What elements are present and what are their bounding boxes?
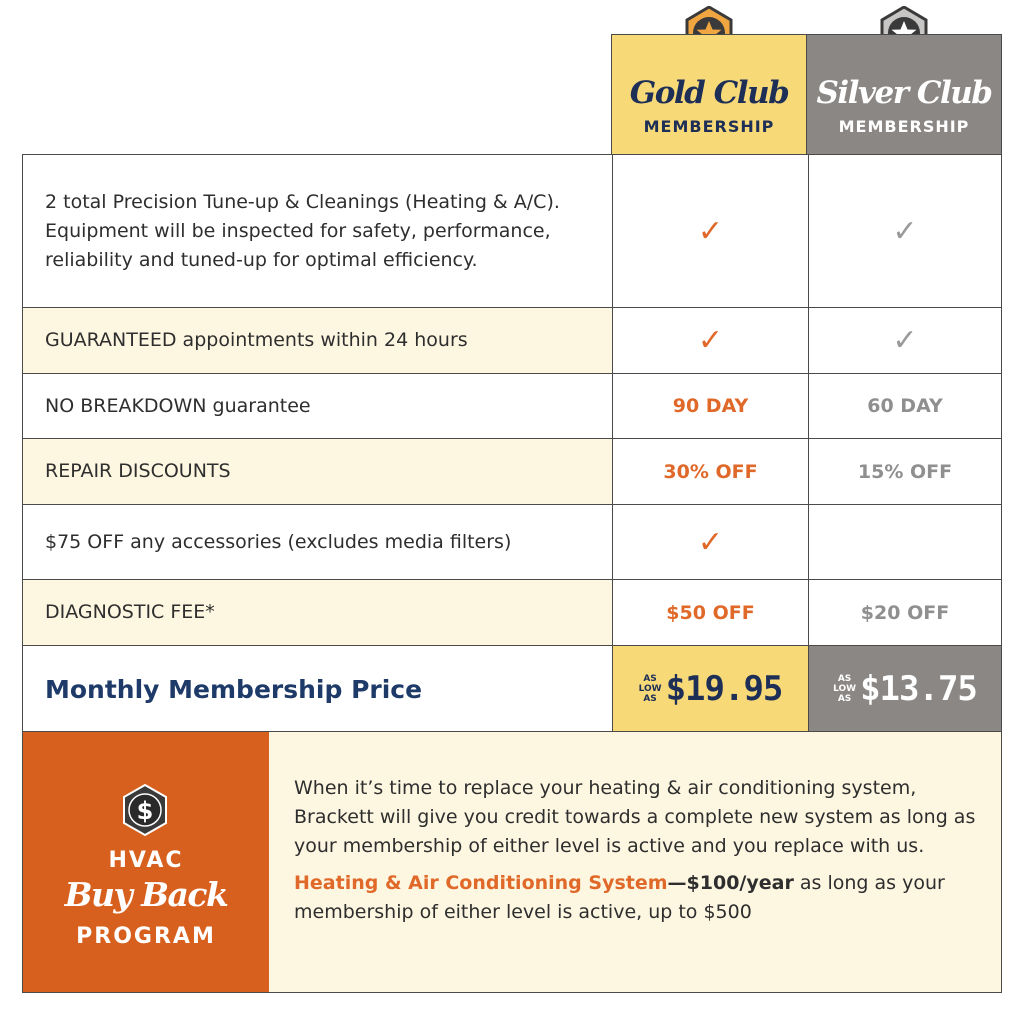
table-row-monthly-price (23, 646, 1001, 732)
table-row-breakdown (23, 374, 1001, 439)
table-row-accessories (23, 505, 1001, 580)
buy-back-credit-line (294, 869, 981, 927)
gold-check-icon: ✓ (697, 323, 724, 358)
silver-check-icon: ✓ (892, 323, 918, 358)
gold-club-title: Gold Club (629, 75, 789, 111)
feature-text: REPAIR DISCOUNTS (23, 439, 612, 504)
gold-price-cell (612, 646, 808, 732)
gold-cell (612, 155, 808, 307)
as-low-as-label (639, 674, 662, 704)
silver-club-subtitle: MEMBERSHIP (838, 117, 970, 136)
table-row-repair-discounts (23, 439, 1001, 505)
feature-text: NO BREAKDOWN guarantee (45, 394, 311, 417)
gold-check-icon: ✓ (697, 213, 724, 249)
dollar-badge-icon (119, 784, 171, 836)
buy-back-badge (23, 732, 270, 992)
feature-text: $75 OFF any accessories (excludes media filters) (45, 530, 512, 553)
table-row-appointments (23, 308, 1001, 374)
feature-text: GUARANTEED appointments within 24 hours (23, 308, 612, 373)
feature-text: 2 total Precision Tune-up & Cleanings (Heating & A/C). Equipment will be inspected for safety, performance, reliability and tuned-up for optimal efficiency. (45, 190, 560, 271)
buy-back-title: Buy Back (64, 875, 228, 914)
silver-club-title: Silver Club (816, 75, 992, 111)
silver-check-icon: ✓ (892, 213, 918, 249)
silver-price: $13.75 (860, 669, 977, 709)
table-row-diagnostic (23, 580, 1001, 646)
buy-back-program: PROGRAM (76, 924, 216, 949)
as-low-as-word: AS (643, 674, 657, 684)
credit-rest: as long as your membership of either level is active, up to $500 (294, 872, 945, 923)
as-low-as-word: AS (837, 694, 852, 704)
as-low-as-word: AS (837, 674, 852, 684)
buy-back-description (269, 732, 1001, 992)
silver-value: 15% OFF (808, 439, 1001, 504)
gold-check-icon: ✓ (697, 524, 724, 560)
buy-back-hvac: HVAC (108, 848, 184, 873)
silver-cell-empty (808, 505, 1001, 579)
as-low-as-word: LOW (833, 684, 857, 694)
as-low-as-label (833, 674, 856, 704)
buy-back-paragraph: When it’s time to replace your heating & air conditioning system, Brackett will give you credit towards a complete new system as long as your membership of either level is active and you replace with us. (294, 777, 976, 857)
system-label: Heating & Air Conditioning System (294, 872, 668, 894)
as-low-as-word: AS (643, 694, 657, 704)
silver-cell (808, 308, 1001, 373)
membership-comparison-table (22, 154, 1002, 732)
silver-price-cell (808, 646, 1001, 732)
gold-club-subtitle: MEMBERSHIP (643, 117, 775, 136)
silver-value: $20 OFF (808, 580, 1001, 645)
as-low-as-word: LOW (638, 684, 662, 694)
dollar-glyph: $ (136, 797, 154, 825)
hvac-buy-back-program (22, 731, 1002, 993)
gold-cell (612, 308, 808, 373)
credit-amount: $100/year (686, 872, 794, 894)
gold-value: $50 OFF (612, 580, 808, 645)
gold-value: 90 DAY (612, 374, 808, 438)
gold-value: 30% OFF (612, 439, 808, 504)
gold-club-header (611, 34, 807, 154)
table-row-tune-up (23, 155, 1001, 308)
gold-cell (612, 505, 808, 579)
monthly-price-label: Monthly Membership Price (45, 674, 423, 704)
gold-price: $19.95 (665, 669, 783, 709)
silver-cell (808, 155, 1001, 307)
feature-text: DIAGNOSTIC FEE* (23, 580, 612, 645)
dash: — (667, 872, 687, 894)
silver-club-header (806, 34, 1002, 154)
silver-value: 60 DAY (808, 374, 1001, 438)
